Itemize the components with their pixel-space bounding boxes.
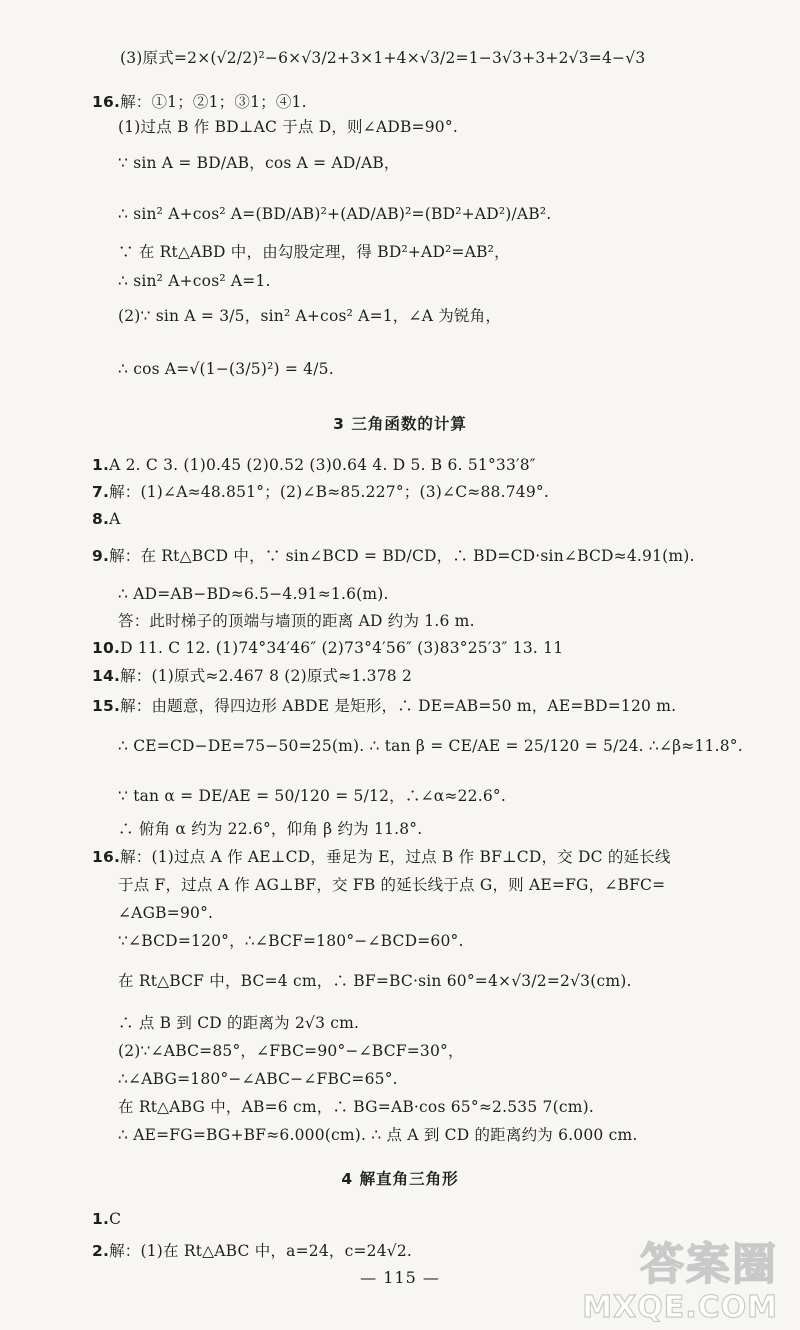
answer-line: 答：此时梯子的顶端与墙顶的距离 AD 约为 1.6 m.	[118, 612, 475, 630]
answer-line: ∴ sin² A+cos² A=1.	[118, 272, 271, 290]
answer-line: (2)∵∠ABC=85°，∠FBC=90°−∠BCF=30°，	[118, 1042, 464, 1060]
answer-line: 在 Rt△ABG 中，AB=6 cm，∴ BG=AB·cos 65°≈2.535 7(cm).	[118, 1098, 594, 1116]
section-heading: 4 解直角三角形	[341, 1170, 459, 1188]
answer-line: ∴∠ABG=180°−∠ABC−∠FBC=65°.	[118, 1070, 398, 1088]
section-heading: 3 三角函数的计算	[333, 415, 467, 433]
answer-line: 9.解：在 Rt△BCD 中，∵ sin∠BCD = BD/CD，∴ BD=CD·sin∠BCD≈4.91(m).	[92, 547, 695, 565]
answer-line: 2.解：(1)在 Rt△ABC 中，a=24，c=24√2.	[92, 1242, 413, 1260]
answer-line: ∴ CE=CD−DE=75−50=25(m). ∴ tan β = CE/AE = 25/120 = 5/24. ∴∠β≈11.8°.	[118, 737, 743, 755]
answer-line: 在 Rt△BCF 中，BC=4 cm，∴ BF=BC·sin 60°=4×√3/2=2√3(cm).	[118, 972, 632, 990]
answer-line: 1.A 2. C 3. (1)0.45 (2)0.52 (3)0.64 4. D 5. B 6. 51°33′8″	[92, 456, 536, 474]
watermark-logo: 答案圈	[640, 1239, 778, 1290]
answer-line: ∵ tan α = DE/AE = 50/120 = 5/12，∴∠α≈22.6°.	[118, 787, 506, 805]
answer-line: ∵ sin A = BD/AB，cos A = AD/AB，	[118, 154, 400, 172]
answer-line: ∴ 点 B 到 CD 的距离为 2√3 cm.	[118, 1014, 360, 1032]
answer-line: 16.解：(1)过点 A 作 AE⊥CD，垂足为 E，过点 B 作 BF⊥CD，交 DC 的延长线	[92, 848, 671, 866]
answer-line: ∵ 在 Rt△ABD 中，由勾股定理，得 BD²+AD²=AB²，	[118, 243, 510, 261]
answer-line: 于点 F，过点 A 作 AG⊥BF，交 FB 的延长线于点 G，则 AE=FG，∠BFC=	[118, 876, 666, 894]
answer-line: 1.C	[92, 1210, 122, 1228]
answer-line: 15.解：由题意，得四边形 ABDE 是矩形，∴ DE=AB=50 m，AE=BD=120 m.	[92, 697, 677, 715]
answer-line: (1)过点 B 作 BD⊥AC 于点 D，则∠ADB=90°.	[118, 118, 458, 136]
answer-line: ∴ AD=AB−BD≈6.5−4.91≈1.6(m).	[118, 585, 389, 603]
answer-line: ∴ cos A=√(1−(3/5)²) = 4/5.	[118, 360, 334, 378]
answer-line: 8.A	[92, 510, 121, 528]
answer-line: ∵∠BCD=120°，∴∠BCF=180°−∠BCD=60°.	[118, 932, 464, 950]
answer-line: ∠AGB=90°.	[118, 904, 214, 922]
answer-line: (3)原式=2×(√2/2)²−6×√3/2+3×1+4×√3/2=1−3√3+3+2√3=4−√3	[120, 49, 646, 67]
answer-line: ∴ 俯角 α 约为 22.6°，仰角 β 约为 11.8°.	[118, 820, 423, 838]
answer-line: ∴ sin² A+cos² A=(BD/AB)²+(AD/AB)²=(BD²+AD²)/AB².	[118, 205, 552, 223]
answer-line: 14.解：(1)原式≈2.467 8 (2)原式≈1.378 2	[92, 667, 412, 685]
answer-line: ∴ AE=FG=BG+BF≈6.000(cm). ∴ 点 A 到 CD 的距离约为 6.000 cm.	[118, 1126, 638, 1144]
answer-line: 7.解：(1)∠A≈48.851°；(2)∠B≈85.227°；(3)∠C≈88.749°.	[92, 483, 549, 501]
answer-line: 10.D 11. C 12. (1)74°34′46″ (2)73°4′56″ (3)83°25′3″ 13. 11	[92, 639, 564, 657]
page-number: — 115 —	[360, 1268, 440, 1287]
answer-line: 16.解：①1；②1；③1；④1.	[92, 93, 307, 111]
answer-line: (2)∵ sin A = 3/5，sin² A+cos² A=1，∠A 为锐角，	[118, 307, 502, 325]
watermark-url: MXQE.COM	[582, 1290, 778, 1325]
